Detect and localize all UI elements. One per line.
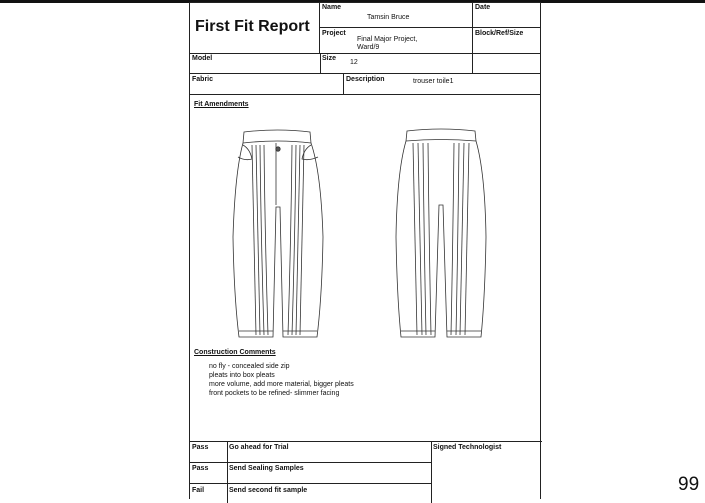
outcome-status-3 (190, 483, 228, 503)
construction-comments-list (209, 362, 354, 398)
fit-report-sheet (189, 2, 541, 499)
fit-amendments-heading: Fit Amendments (194, 101, 249, 108)
model-cell (190, 53, 321, 74)
construction-comments-heading: Construction Comments (194, 349, 276, 356)
outcome-action-2 (227, 462, 432, 484)
description-label: Description (346, 76, 385, 83)
comment-line: front pockets to be refined- slimmer facing (209, 390, 340, 397)
comment-line: more volume, add more material, bigger pleats (209, 381, 354, 388)
name-label: Name (322, 4, 342, 11)
project-label: Project (322, 30, 346, 37)
page-number: 99 (678, 474, 700, 495)
trouser-back-sketch (393, 127, 489, 343)
size-value: 12 (350, 59, 358, 66)
date-label: Date (475, 4, 491, 11)
outcome-action-3 (227, 483, 432, 503)
block-ref-size-cell (472, 27, 541, 54)
trouser-front-sketch (230, 127, 326, 343)
project-value-line1: Final Major Project, (357, 36, 418, 43)
comment-line: pleats into box pleats (209, 372, 275, 379)
signed-technologist-label: Signed Technologist (433, 444, 502, 451)
outcome-status-label: Pass (192, 465, 209, 472)
outcome-status-label: Fail (192, 487, 205, 494)
title-cell (190, 3, 320, 53)
signed-technologist-cell (431, 441, 542, 503)
date-cell (472, 3, 541, 28)
model-label: Model (192, 55, 213, 62)
outcome-action-label: Go ahead for Trial (229, 444, 289, 451)
outcome-status-2 (190, 462, 228, 484)
size-label: Size (322, 55, 337, 62)
size-extra-cell (472, 53, 541, 74)
name-cell (320, 3, 473, 28)
outcome-action-1 (227, 441, 432, 463)
block-ref-size-label: Block/Ref/Size (475, 30, 524, 37)
outcome-action-label: Send Sealing Samples (229, 465, 304, 472)
fabric-cell (190, 73, 344, 95)
description-value: trouser toile1 (413, 78, 454, 85)
comment-line: no fly - concealed side zip (209, 363, 290, 370)
outcome-status-1 (190, 441, 228, 463)
name-value: Tamsin Bruce (367, 14, 410, 21)
project-value-line2: Ward/9 (357, 44, 380, 51)
outcome-status-label: Pass (192, 444, 209, 451)
fabric-label: Fabric (192, 76, 214, 83)
report-title: First Fit Report (195, 18, 310, 35)
outcome-action-label: Send second fit sample (229, 487, 308, 494)
size-cell (320, 53, 473, 74)
project-cell (320, 27, 473, 54)
description-cell (343, 73, 541, 95)
